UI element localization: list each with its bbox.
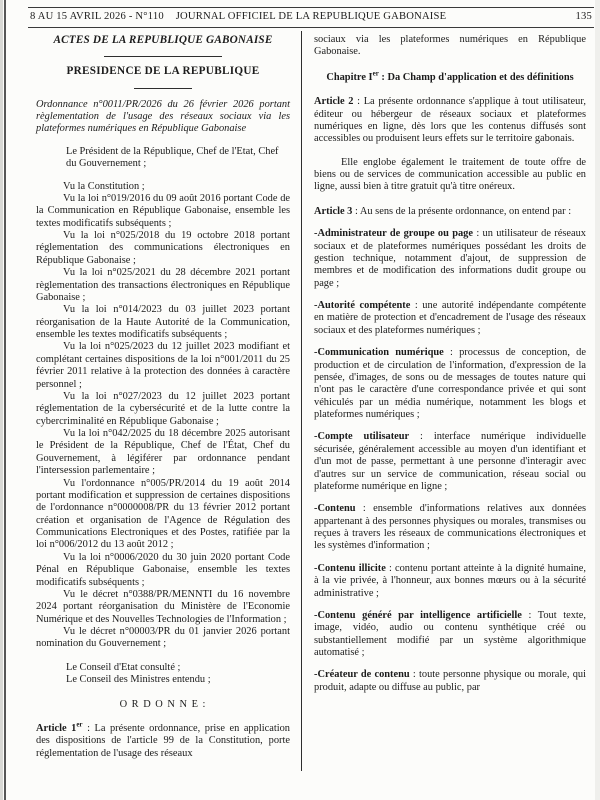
article-2 [314, 96, 586, 146]
journal-title: JOURNAL OFFICIEL DE LA REPUBLIQUE GABONAISE [175, 11, 447, 23]
heading-rule [104, 56, 222, 57]
definition-term: -Contenu généré par intelligence artificielle [314, 609, 522, 621]
visa-paragraph: Vu la loi n°019/2016 du 09 août 2016 portant Code de la Communication en République Gabonaise, ensemble les textes modificatifs subséquents ; [36, 192, 290, 229]
definition-communication-numerique [314, 347, 586, 421]
definition-term: -Compte utilisateur [314, 431, 410, 443]
definition-contenu-ia [314, 610, 586, 660]
presidency-heading: PRESIDENCE DE LA REPUBLIQUE [66, 65, 260, 78]
issue-date-number: 8 AU 15 AVRIL 2026 - N°110 [30, 11, 164, 23]
page-number: 135 [575, 11, 592, 23]
article-1-continuation: sociaux via les plateformes numériques en République Gabonaise. [314, 34, 586, 58]
article-3-text: : Au sens de la présente ordonnance, on entend par : [352, 205, 572, 217]
visa-paragraph: Vu le décret n°0388/PR/MENNTI du 16 novembre 2024 portant réorganisation du Ministère de l'Economie Numérique et des Nouvelles Technologies de l'Information ; [36, 588, 290, 625]
column-divider [301, 31, 302, 771]
right-column [314, 32, 586, 694]
definition-createur-contenu [314, 669, 586, 694]
definition-text: : Tout texte, image, vidéo, audio ou contenu synthétique créé ou substantiellement modifié par un système algorithmique automatisé ; [314, 609, 586, 658]
salutation: Le Président de la République, Chef de l'Etat, Chef du Gouvernement ; [66, 145, 279, 170]
chapter-sup: er [372, 69, 379, 78]
article-1 [36, 720, 290, 760]
chapter-label: Chapitre I [326, 71, 373, 83]
ordonne-heading: O R D O N N E : [119, 698, 207, 710]
visa-paragraph: Vu l'ordonnance n°005/PR/2014 du 19 août 2014 portant modification et suppression de certaines dispositions de l'ordonnance n°0000008/PR du 13 février 2012 portant création et organisation de l'Agence de Régulation des Communications Electroniques et des Postes, ratifiée par la loi n°006/2012 du 13 août 2012 ; [36, 477, 290, 551]
ordinance-title: Ordonnance n°0011/PR/2026 du 26 février 2026 portant règlementation de l'usage des réseaux sociaux via les plateformes numériques en République Gabonaise [36, 98, 290, 135]
definition-text: : processus de conception, de production et de circulation de l'information, d'expression de la pensée, d'images, de sons ou de messages de toutes nature qui n'ont pas le caractère d'une correspondance privée et qui sont véhiculés par un média numérique, notamment les blogs et plateformes numériques ; [314, 347, 586, 420]
article-1-label: Article 1 [36, 722, 77, 734]
acts-section-heading: ACTES DE LA REPUBLIQUE GABONAISE [53, 34, 273, 46]
definition-term: -Administrateur de groupe ou page [314, 228, 473, 240]
scan-edge-left-light [0, 0, 3, 800]
article-3-label: Article 3 [314, 205, 353, 217]
visa-paragraph: Vu la loi n°025/2018 du 19 octobre 2018 portant réglementation des communications électroniques en République Gabonaise ; [36, 230, 290, 266]
article-1-text: : La présente ordonnance, prise en application des dispositions de l'article 99 de la Constitution, porte réglementation de l'usage des réseaux [36, 722, 290, 759]
council-lines [66, 662, 290, 687]
chapter-1-heading [320, 69, 580, 84]
council-line: Le Conseil des Ministres entendu ; [66, 674, 211, 686]
council-line: Le Conseil d'Etat consulté ; [66, 661, 181, 673]
definition-autorite-competente [314, 300, 586, 337]
definition-text: : un utilisateur de réseaux sociaux et de plateformes numériques possédant les droits de gestion technique, notamment d'ajout, de suppression de membres et de modification des informations dudit groupe ou page ; [314, 228, 586, 289]
definition-contenu [314, 503, 586, 553]
definition-contenu-illicite [314, 563, 586, 600]
article-2-alinea: Elle englobe également le traitement de toute offre de biens ou de services de communication accessible au public en ligne, aussi bien à titre gratuit qu'à titre onéreux. [314, 156, 586, 193]
visa-paragraph: Vu la loi n°0006/2020 du 30 juin 2020 portant Code Pénal en République Gabonaise, ensemble les textes modificatifs subséquents ; [36, 551, 290, 588]
visa-paragraph: Vu la loi n°014/2023 du 03 juillet 2023 portant réorganisation de la Haute Autorité de la Communication, ensemble les textes modificatifs subséquents ; [36, 304, 290, 341]
visa-paragraph: Vu la loi n°042/2025 du 18 décembre 2025 autorisant le Président de la République, Chef de l'État, Chef du Gouvernement, à légiférer par ordonnance pendant l'intersession parlementaire ; [36, 428, 290, 477]
visa-paragraph: Vu le décret n°00003/PR du 01 janvier 2026 portant nomination du Gouvernement ; [36, 626, 290, 650]
article-2-text: : La présente ordonnance s'applique à tout utilisateur, éditeur ou hébergeur de réseaux sociaux et plateformes numériques en ligne, dès lors que les contenus diffusés sont accessibles ou produisent leurs effets sur le territoire gabonais. [314, 96, 586, 145]
scan-edge-left-dark [4, 0, 6, 800]
definition-text: : contenu portant atteinte à la dignité humaine, à la vie privée, à l'honneur, aux bonnes mœurs ou à la sécurité administrative ; [314, 562, 586, 599]
definition-term: -Autorité compétente [314, 300, 411, 311]
definition-text: : toute personne physique ou morale, qui produit, adapte ou diffuse au public, par [314, 669, 586, 693]
heading-rule [134, 88, 192, 89]
visa-paragraph: Vu la loi n°025/2023 du 12 juillet 2023 modifiant et complétant certaines dispositions de la loi n°001/2011 du 25 février 2011 relative à la protection des données à caractère personnel ; [36, 341, 290, 390]
scan-edge-right [595, 0, 600, 800]
visa-paragraph: Vu la loi n°025/2021 du 28 décembre 2021 portant règlementation des transactions électroniques en République Gabonaise ; [36, 267, 290, 303]
definition-compte-utilisateur [314, 431, 586, 493]
definition-term: -Contenu [314, 503, 356, 515]
definition-term: -Contenu illicite [314, 562, 386, 574]
left-column [36, 32, 290, 760]
article-3 [314, 206, 586, 218]
definition-administrateur [314, 228, 586, 290]
visa-paragraph: Vu la loi n°027/2023 du 12 juillet 2023 portant réglementation de la cybersécurité et de la lutte contre la cybercriminalité en République Gabonaise ; [36, 390, 290, 427]
article-1-sup: er [76, 720, 83, 729]
definition-text: : une autorité indépendante compétente en matière de protection et d'encadrement de l'usage des réseaux sociaux et des plateformes numériques ; [314, 300, 586, 336]
page-header [28, 7, 594, 28]
article-2-label: Article 2 [314, 96, 354, 108]
definition-term: -Communication numérique [314, 347, 444, 359]
definition-term: -Créateur de contenu [314, 669, 410, 681]
visa-paragraph: Vu la Constitution ; [63, 180, 145, 192]
definition-text: : interface numérique individuelle sécurisée, généralement accessible au moyen d'un identifiant et d'un mot de passe, permettant à une personne d'interagir avec d'autres sur un service de communication, réseau social ou plateforme numérique en ligne ; [314, 431, 586, 492]
chapter-rest: : Da Champ d'application et des définitions [378, 71, 574, 83]
definition-text: : ensemble d'informations relatives aux données appartenant à des personnes physiques ou morales, transmises ou reçues à travers les réseaux de communications électroniques et les systèmes d'information ; [314, 503, 586, 552]
